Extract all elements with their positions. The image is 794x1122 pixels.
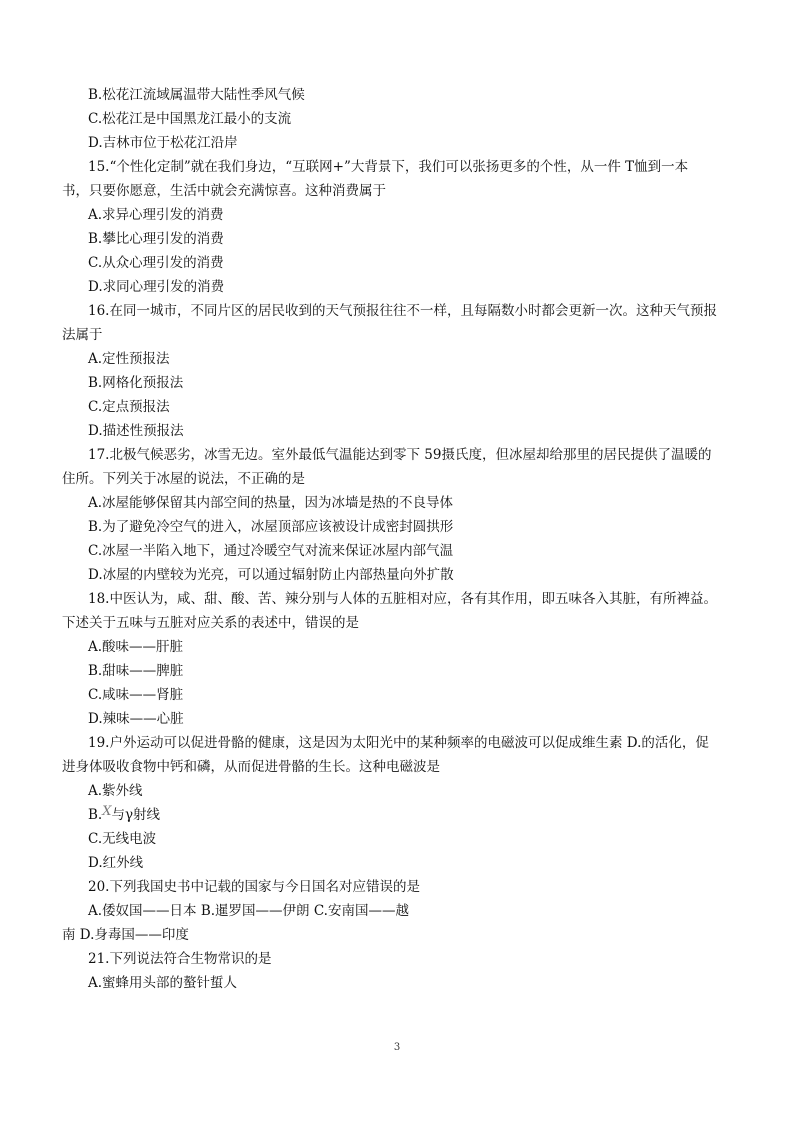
text-line-option: C.松花江是中国黑龙江最小的支流 [88, 111, 292, 127]
text-line-option: A.定性预报法 [88, 351, 170, 367]
page-number: 3 [393, 1042, 401, 1053]
text-line-option: D.求同心理引发的消费 [88, 279, 225, 295]
text-line-continuation: 进身体吸收食物中钙和磷，从而促进骨骼的生长。这种电磁波是 [62, 759, 440, 775]
text-line-option: B.攀比心理引发的消费 [88, 231, 224, 247]
text-line-option: A.冰屋能够保留其内部空间的热量，因为冰墙是热的不良导体 [88, 495, 454, 511]
x-ray-glyph: X [102, 804, 112, 819]
text-line-option: D.描述性预报法 [88, 423, 184, 439]
text-line-question: 17.北极气候恶劣，冰雪无边。室外最低气温能达到零下 59摄氏度，但冰屋却给那里的居民提供了温暖的 [88, 447, 712, 463]
text-line-option: A.蜜蜂用头部的螯针蜇人 [88, 975, 238, 991]
text-line-option: 20.下列我国史书中记载的国家与今日国名对应错误的是 [88, 879, 420, 895]
text-line-option: C.定点预报法 [88, 399, 170, 415]
text-line-continuation: 南 D.身毒国——印度 [62, 927, 189, 943]
text-line-option: 21.下列说法符合生物常识的是 [88, 951, 272, 967]
text-line-question: 15.“个性化定制”就在我们身边，“互联网+”大背景下，我们可以张扬更多的个性，从一件 T恤到一本 [88, 159, 689, 175]
text-line-option: A.倭奴国——日本 B.暹罗国——伊朗 C.安南国——越 [88, 903, 409, 919]
text-line-option: C.从众心理引发的消费 [88, 255, 224, 271]
text-line-option: D.辣味——心脏 [88, 711, 184, 727]
text-line-option: D.冰屋的内壁较为光亮，可以通过辐射防止内部热量向外扩散 [88, 567, 454, 583]
text-line-option: A.酸味——肝脏 [88, 639, 184, 655]
option-prefix: B. [88, 807, 103, 823]
text-line-continuation: 住所。下列关于冰屋的说法，不正确的是 [62, 471, 305, 487]
text-line-option: A.紫外线 [88, 783, 143, 799]
q19-option-b [88, 805, 160, 826]
text-line-option: B.为了避免冷空气的进入，冰屋顶部应该被设计成密封圆拱形 [88, 519, 454, 535]
text-line-question: 18.中医认为，咸、甜、酸、苦、辣分别与人体的五脏相对应，各有其作用，即五味各入其脏，有所裨益。 [88, 591, 717, 607]
text-line-option: C.咸味——肾脏 [88, 687, 184, 703]
option-text: 与γ射线 [111, 807, 161, 823]
text-line-continuation: 书，只要你愿意，生活中就会充满惊喜。这种消费属于 [62, 183, 386, 199]
text-line-option: B.甜味——脾脏 [88, 663, 184, 679]
text-line-option: D.红外线 [88, 855, 144, 871]
text-line-continuation: 下述关于五味与五脏对应关系的表述中，错误的是 [62, 615, 359, 631]
text-line-question: 19.户外运动可以促进骨骼的健康，这是因为太阳光中的某种频率的电磁波可以促成维生素 D.的活化，促 [88, 735, 709, 751]
text-line-option: A.求异心理引发的消费 [88, 207, 224, 223]
text-line-option: C.冰屋一半陷入地下，通过冷暖空气对流来保证冰屋内部气温 [88, 543, 454, 559]
text-line-option: B.松花江流域属温带大陆性季风气候 [88, 87, 305, 103]
text-line-question: 16.在同一城市，不同片区的居民收到的天气预报往往不一样，且每隔数小时都会更新一次。这种天气预报 [88, 303, 717, 319]
text-line-option: D.吉林市位于松花江沿岸 [88, 135, 238, 151]
text-line-option: C.无线电波 [88, 831, 157, 847]
text-line-continuation: 法属于 [62, 327, 103, 343]
text-line-option: B.网格化预报法 [88, 375, 184, 391]
